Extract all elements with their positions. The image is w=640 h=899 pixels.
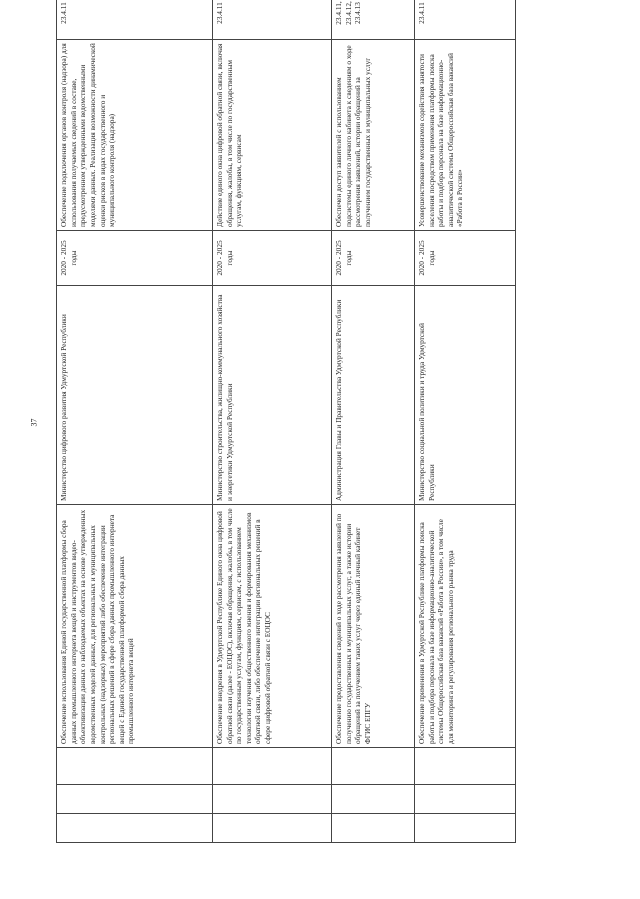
event-cell: Обеспечение предоставления сведений о ходе рассмотрения заявлений по получению государственных и муниципальных услуг, а также истории обращений за получением таких услуг через единый личный кабинет ФГИС ЕПГУ — [332, 505, 415, 748]
empty-cell — [414, 814, 515, 843]
result-cell: Действие единого окна цифровой обратной связи, включая обращения, жалобы, в том числе по государственным услугам, функциям, сервисам — [212, 40, 331, 231]
empty-cell — [212, 814, 331, 843]
empty-cell — [57, 785, 213, 814]
code-cell: 23.4.11 — [212, 0, 331, 40]
code-cell: 23.4.11 — [414, 0, 515, 40]
empty-cell — [57, 748, 213, 785]
event-cell: Обеспечение использования Единой государственной платформы сбора данных промышленного интернета вещей и инструментов видео-объективизации данных о наблюдаемых объектах на основе утвержденных ведомственных моделей данных, для региональных и муниципальных контрольных (надзорных) мероприятий либо обеспечение интеграции региональных решений в сфере сбора данных промышленного интернета вещей с Единой государственной платформой сбора данных промышленного интернета вещей — [57, 505, 213, 748]
executor-cell: Администрация Главы и Правительства Удмуртской Республики — [332, 286, 415, 505]
executor-cell: Министерство социальной политики и труда Удмуртской Республики — [414, 286, 515, 505]
empty-cell — [212, 748, 331, 785]
executor-cell: Министерство цифрового развития Удмуртской Республики — [57, 286, 213, 505]
empty-cell — [332, 785, 415, 814]
empty-cell — [414, 748, 515, 785]
empty-cell — [332, 748, 415, 785]
term-cell: 2020 - 2025 годы — [57, 231, 213, 286]
empty-cell — [414, 785, 515, 814]
table-row — [212, 0, 331, 843]
event-cell: Обеспечение внедрения в Удмуртской Республике Единого окна цифровой обратной связи (далее - ЕОЦОС), включая обращения, жалобы, в том числе по государственным услугам, функциям, сервисам, с использованием технологии изучения общественного мнения и формирования механизмов обратной связи, либо обеспечение интеграции региональных решений в сфере цифровой обратной связи с ЕОЦОС — [212, 505, 331, 748]
table-row — [414, 0, 515, 843]
result-cell: Обеспечен доступ заявителей с использованием подсистемы единого личного кабинета к сведениям о ходе рассмотрения заявлений, истории обращений за получением государственных и муниципальных услуг — [332, 40, 415, 231]
page-number: 37 — [29, 418, 39, 427]
empty-cell — [57, 814, 213, 843]
term-cell: 2020 - 2025 годы — [212, 231, 331, 286]
plan-table — [56, 0, 516, 843]
code-cell: 23.4.11, 23.4.12, 23.4.13 — [332, 0, 415, 40]
empty-cell — [332, 814, 415, 843]
result-cell: Усовершенствование механизмов содействия занятости населения посредством применения платформы поиска работы и подбора персонала на базе информационно-аналитической системы Общероссийская база вакансий «Работа в России» — [414, 40, 515, 231]
executor-cell: Министерство строительства, жилищно-коммунального хозяйства и энергетики Удмуртской Республики — [212, 286, 331, 505]
code-cell: 23.4.11 — [57, 0, 213, 40]
term-cell: 2020 - 2025 годы — [332, 231, 415, 286]
empty-cell — [212, 785, 331, 814]
event-cell: Обеспечение применения в Удмуртской Республике платформы поиска работы и подбора персонала на базе информационно-аналитической системы Общероссийская база вакансий «Работа в России», в том числе для мониторинга и регулирования регионального рынка труда — [414, 505, 515, 748]
term-cell: 2020 - 2025 годы — [414, 231, 515, 286]
table-row — [57, 0, 213, 843]
table-row — [332, 0, 415, 843]
rotated-table-container — [56, 1, 516, 843]
result-cell: Обеспечение подключения органов контроля (надзора) для использования получаемых сведений в составе, предусмотренном утвержденными ведомственными моделями данных. Реализация возможности динамической оценки рисков в видах государственного и муниципального контроля (надзора) — [57, 40, 213, 231]
